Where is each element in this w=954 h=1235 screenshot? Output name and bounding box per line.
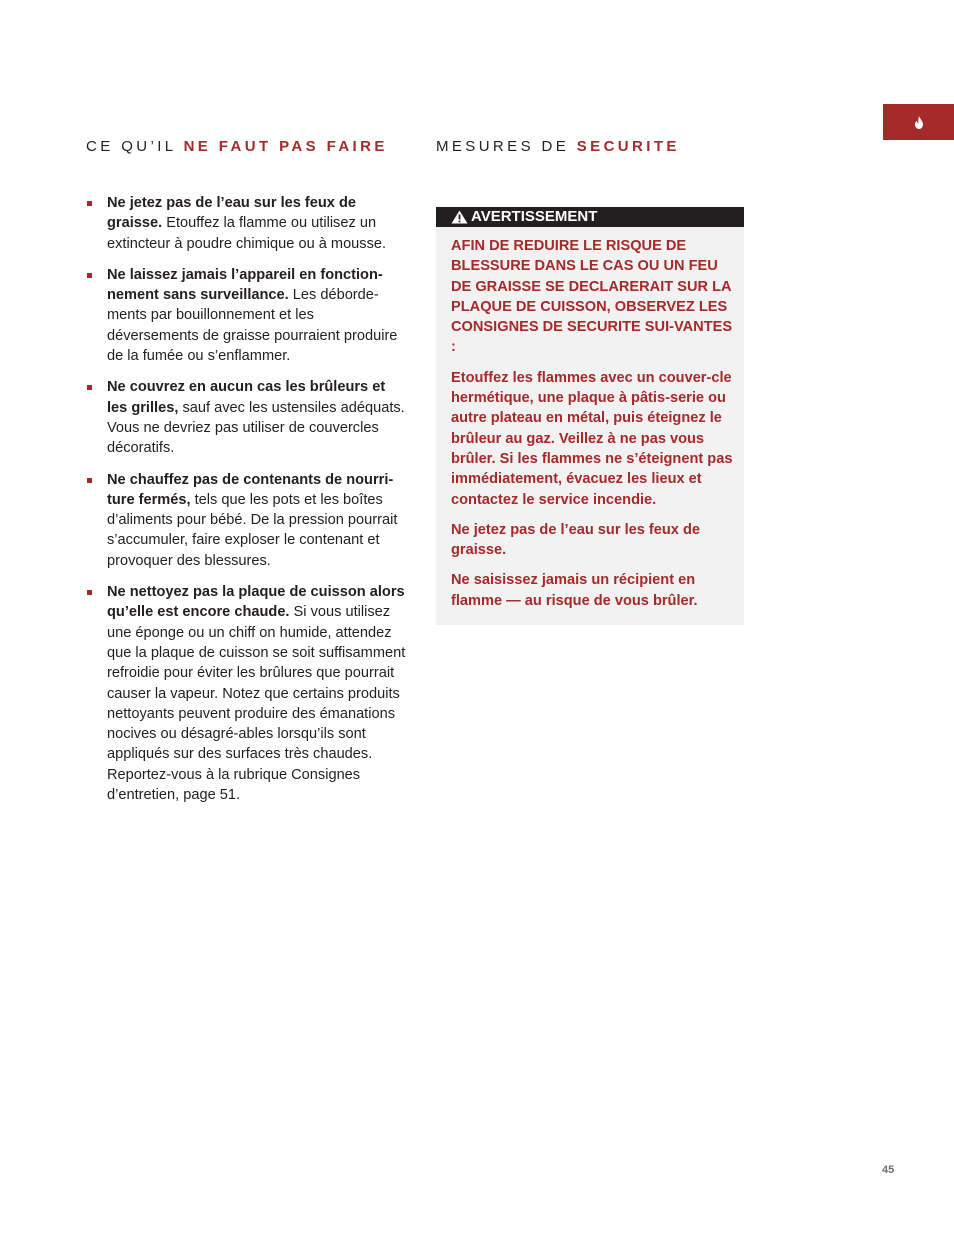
item-bold: Ne laissez jamais l’appareil en fonction-nement sans surveillance.	[107, 266, 383, 304]
list-item	[86, 377, 406, 458]
warning-label: AVERTISSEMENT	[471, 208, 598, 225]
item-text: Si vous utilisez une éponge ou un chiff on humide, attendez que la plaque de cuisson se soit suffisamment refroidie pour éviter les brûlures que pourrait causer la vapeur. Notez que certains produits nettoyants peuvent produire des émanations nocives ou désagré-ables lorsqu’ils sont appliqués sur des surfaces très chaudes. Reportez-vous à la rubrique Consignes d’entretien, page 51.	[107, 604, 406, 804]
left-heading-plain: CE QU’IL	[86, 138, 184, 155]
list-item	[86, 193, 406, 254]
warning-header	[436, 207, 744, 227]
right-heading-highlight: SECURITE	[576, 138, 680, 155]
list-item	[86, 470, 406, 571]
item-bold: Ne jetez pas de l’eau sur les feux de graisse.	[107, 195, 357, 232]
bullet-square-icon	[87, 273, 92, 278]
warning-body	[436, 227, 744, 625]
warning-triangle-icon	[451, 210, 468, 224]
list-item	[86, 265, 406, 366]
warning-paragraph: Ne jetez pas de l’eau sur les feux de graisse.	[451, 521, 701, 559]
item-bold: Ne nettoyez pas la plaque de cuisson alors qu’elle est encore chaude.	[107, 584, 405, 621]
flame-icon	[914, 116, 924, 129]
item-text: Les déborde-ments par bouillonnement et les déversements de graisse pourraient produire de la fumée ou s’enflammer.	[107, 287, 398, 365]
list-item	[86, 582, 406, 805]
right-heading	[436, 138, 744, 155]
item-text: tels que les pots et les boîtes d’aliments pour bébé. De la pression pourrait s’accumuler, faire exploser le contenant et provoquer des blessures.	[107, 491, 398, 569]
dont-list	[86, 193, 406, 805]
section-tab	[883, 104, 954, 140]
bullet-square-icon	[87, 385, 92, 390]
item-bold: Ne couvrez en aucun cas les brûleurs et les grilles,	[107, 379, 386, 416]
right-heading-plain: MESURES DE	[436, 138, 577, 155]
warning-paragraph: Etouffez les flammes avec un couver-cle hermétique, une plaque à pâtis-serie ou autre plateau en métal, puis éteignez le brûleur au gaz. Veillez à ne pas vous brûler. Si les flammes ne s’éteignent pas immédiatement, évacuez les lieux et contactez le service incendie.	[451, 369, 733, 508]
warning-box	[436, 207, 744, 625]
page-number: 45	[882, 1164, 895, 1176]
left-heading-highlight: NE FAUT PAS FAIRE	[183, 138, 388, 155]
warning-paragraph: AFIN DE REDUIRE LE RISQUE DE BLESSURE DANS LE CAS OU UN FEU DE GRAISSE SE DECLARERAIT SUR LA PLAQUE DE CUISSON, OBSERVEZ LES CONSIGNES DE SECURITE SUI-VANTES :	[451, 238, 733, 356]
item-bold: Ne chauffez pas de contenants de nourri-ture fermés,	[107, 471, 394, 508]
item-text: sauf avec les ustensiles adéquats. Vous ne devriez pas utiliser de couvercles décoratifs.	[107, 399, 405, 457]
bullet-square-icon	[87, 478, 92, 483]
right-column	[436, 138, 744, 609]
left-heading	[86, 138, 406, 155]
bullet-square-icon	[87, 590, 92, 595]
item-text: Etouffez la flamme ou utilisez un extincteur à poudre chimique ou à mousse.	[107, 215, 387, 252]
left-column	[86, 138, 406, 816]
warning-paragraph: Ne saisissez jamais un récipient en flamme — au risque de vous brûler.	[451, 572, 698, 609]
bullet-square-icon	[87, 201, 92, 206]
